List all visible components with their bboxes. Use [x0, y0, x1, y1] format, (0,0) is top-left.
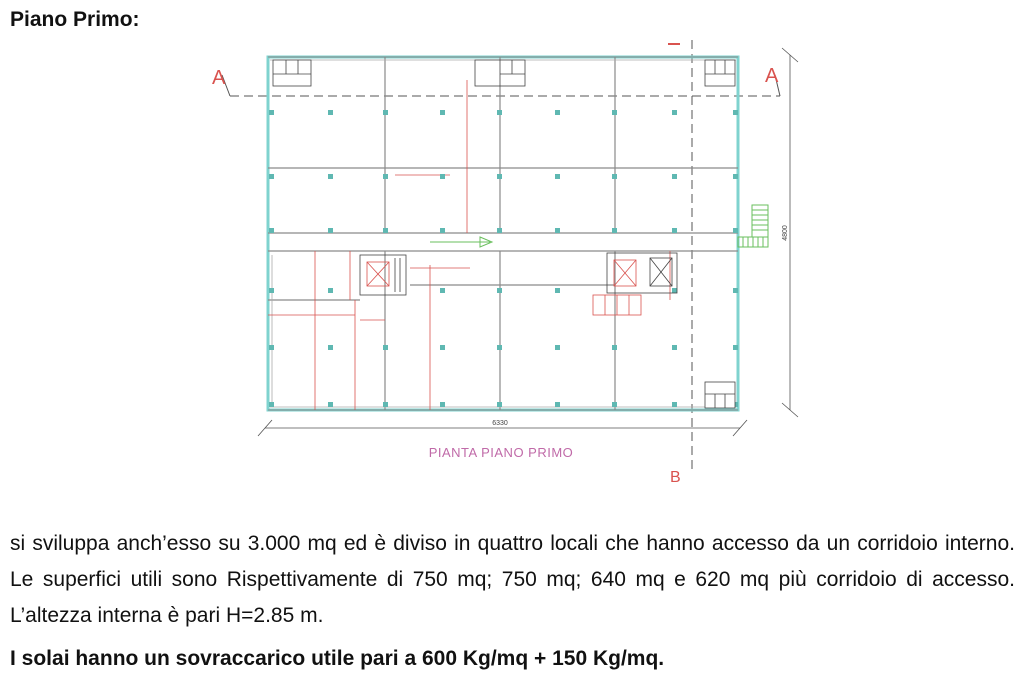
section-label-right: A	[765, 65, 779, 87]
plan-caption: PIANTA PIANO PRIMO	[428, 445, 574, 460]
depth-dimension: 4800	[782, 225, 789, 241]
floor-plan-drawing	[205, 30, 825, 490]
description-text: si sviluppa anch’esso su 3.000 mq ed è diviso in quattro locali che hanno accesso da un corridoio interno. Le superfici utili sono Rispettivamente di 750 mq; 750 mq; 640 mq e 620 mq più corridoio di accesso. L’altezza interna è pari H=2.85 m.	[10, 532, 1015, 627]
external-stair	[738, 205, 768, 247]
description-paragraph	[10, 526, 1015, 634]
restroom-blocks	[273, 60, 735, 408]
section-label-left: A	[212, 67, 226, 89]
dimension-lines	[258, 48, 798, 436]
corridor	[268, 233, 738, 251]
width-dimension: 6330	[492, 420, 508, 427]
stair-core-right	[593, 253, 677, 315]
floor-load-note: I solai hanno un sovraccarico utile pari a 600 Kg/mq + 150 Kg/mq.	[10, 647, 665, 670]
stair-core-left	[360, 255, 406, 295]
page-heading: Piano Primo:	[10, 8, 140, 31]
structural-columns	[269, 110, 738, 407]
section-label-bottom: B	[670, 469, 681, 486]
red-partitions	[268, 80, 670, 410]
